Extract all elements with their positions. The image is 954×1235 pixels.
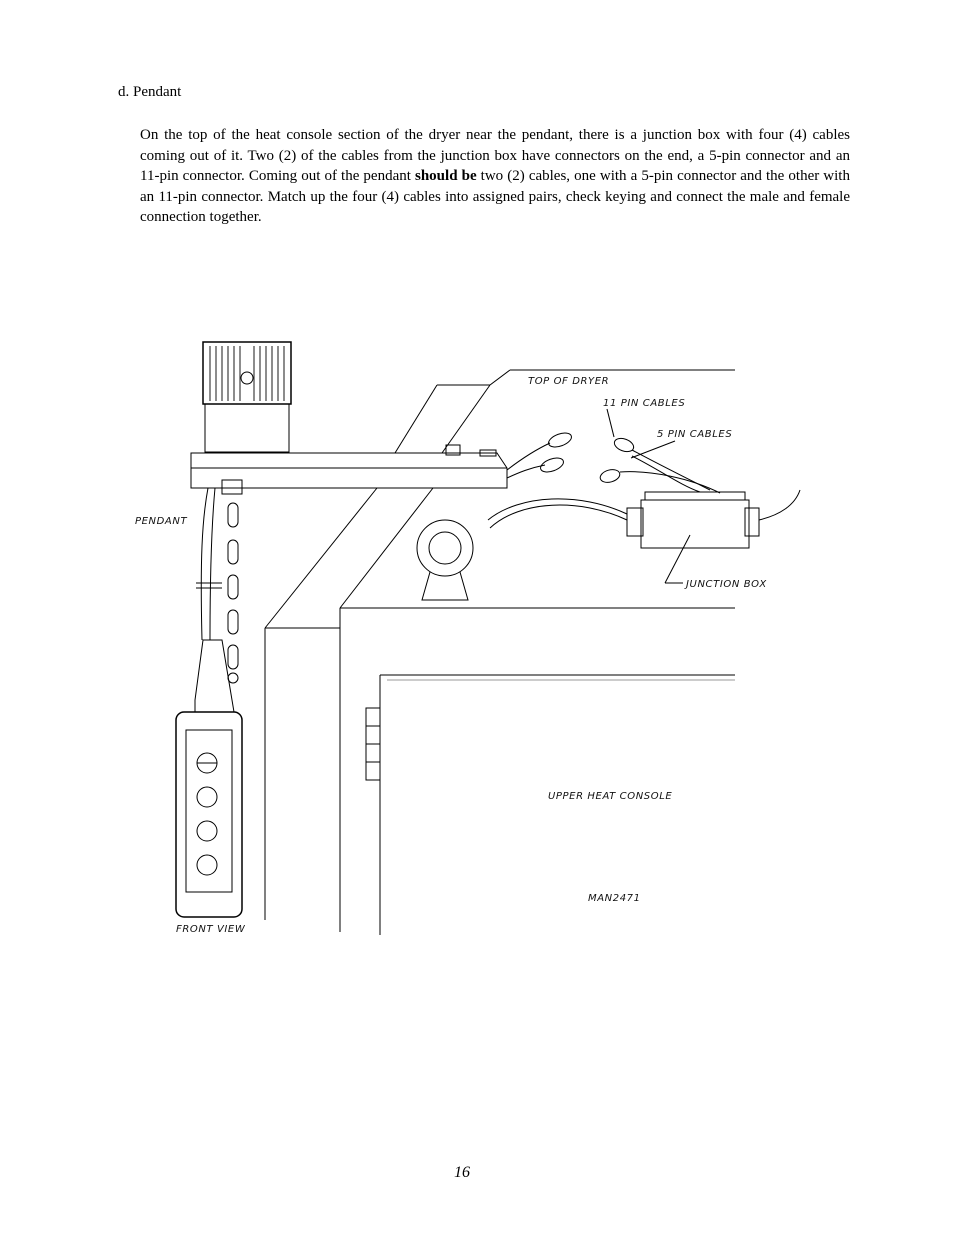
paragraph-part-2: two (2) cables, one with a 5-pin connector and the other with an 11-pin connector. Match up the four (4) cables into assigned pairs, check keying and connect the male and female connection together. xyxy=(140,168,850,226)
label-upper-heat-console: UPPER HEAT CONSOLE xyxy=(548,791,673,802)
junction-box xyxy=(488,490,800,583)
pendant-control-station xyxy=(176,640,242,917)
dryer-outline xyxy=(265,370,735,935)
label-top-of-dryer: TOP OF DRYER xyxy=(528,376,610,387)
paragraph-part-1: On the top of the heat console section of the dryer near the pendant, there is a junction box with four (4) cables coming out of it. Two (2) of the cables from the junction box have connectors on the end, a 5-pin connector and an 11-pin connector. Coming out of the pendant xyxy=(140,127,850,185)
pendant-chain xyxy=(222,480,242,683)
beacon-light-icon xyxy=(203,342,291,452)
mounting-bracket xyxy=(191,445,507,488)
label-front-view: FRONT VIEW xyxy=(176,924,246,935)
label-drawing-number: MAN2471 xyxy=(588,893,641,904)
rotary-connector-icon xyxy=(417,520,473,600)
section-heading: d. Pendant xyxy=(118,84,182,100)
page-number: 16 xyxy=(454,1164,470,1181)
label-11-pin-cables: 11 PIN CABLES xyxy=(603,398,686,409)
label-pendant: PENDANT xyxy=(135,516,188,527)
pendant-cable xyxy=(196,488,222,640)
label-junction-box: JUNCTION BOX xyxy=(686,579,767,590)
paragraph-emphasis: should be xyxy=(415,168,477,185)
label-5-pin-cables: 5 PIN CABLES xyxy=(657,429,733,440)
